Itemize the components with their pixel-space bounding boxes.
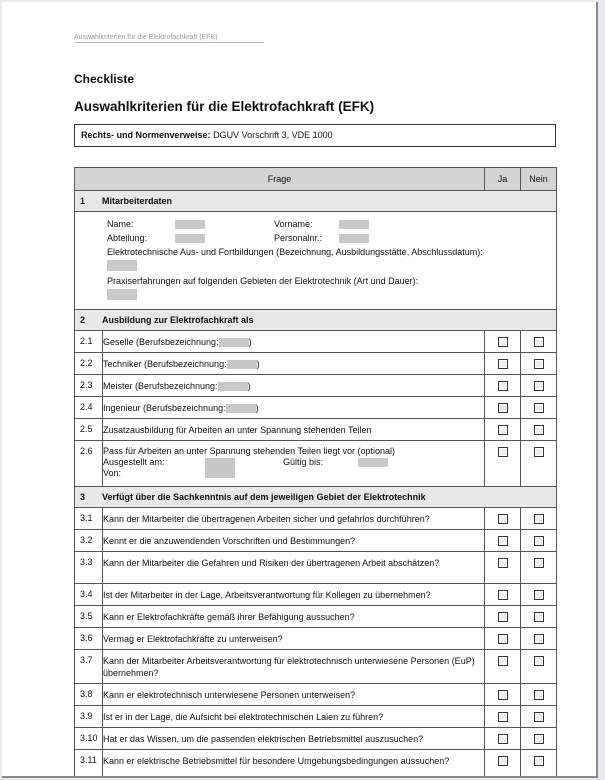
section-2-header bbox=[75, 310, 557, 331]
no-checkbox[interactable] bbox=[534, 514, 544, 524]
item-number: 3.3 bbox=[75, 552, 103, 584]
document-title: Auswahlkriterien für die Elektrofachkraft (EFK) bbox=[74, 99, 375, 114]
item-text: Kann der Mitarbeiter die Gefahren und Risiken der übertragenen Arbeit abschätzen? bbox=[103, 552, 485, 584]
item-number: 2.5 bbox=[75, 419, 103, 441]
berufsbezeichnung-field[interactable] bbox=[219, 338, 249, 347]
section-number: 2 bbox=[80, 315, 86, 325]
item-text: Kann er elektrische Betriebsmittel für besondere Umgebungsbedingungen aussuchen? bbox=[103, 750, 485, 779]
item-text: Ist er in der Lage, die Aufsicht bei elektrotechnischen Laien zu führen? bbox=[103, 706, 485, 728]
item-number: 3.6 bbox=[75, 628, 103, 650]
item-text: Pass für Arbeiten an unter Spannung stehenden Teilen liegt vor (optional) bbox=[103, 446, 396, 456]
no-checkbox[interactable] bbox=[534, 558, 544, 568]
reference-value: DGUV Vorschrift 3, VDE 1000 bbox=[213, 130, 333, 140]
item-text: Kennt er die anzuwendenden Vorschriften und Bestimmungen? bbox=[103, 530, 485, 552]
item-number: 3.1 bbox=[75, 508, 103, 530]
yes-checkbox[interactable] bbox=[498, 734, 508, 744]
table-row bbox=[75, 353, 557, 375]
no-checkbox[interactable] bbox=[534, 425, 544, 435]
item-number: 3.8 bbox=[75, 684, 103, 706]
table-row bbox=[75, 650, 557, 684]
item-number: 2.2 bbox=[75, 353, 103, 375]
checklist-table bbox=[74, 167, 557, 778]
berufsbezeichnung-field[interactable] bbox=[218, 382, 248, 391]
section-3-header bbox=[75, 487, 557, 508]
table-header-row bbox=[75, 168, 557, 191]
item-close: ) bbox=[247, 381, 251, 391]
table-row bbox=[75, 331, 557, 353]
table-row bbox=[75, 375, 557, 397]
yes-checkbox[interactable] bbox=[498, 756, 508, 766]
item-number: 2.6 bbox=[75, 441, 103, 487]
item-close: ) bbox=[255, 403, 259, 413]
table-row bbox=[75, 728, 557, 750]
item-text: Geselle (Berufsbezeichnung: bbox=[103, 337, 219, 347]
no-checkbox[interactable] bbox=[534, 403, 544, 413]
table-row bbox=[75, 706, 557, 728]
vorname-label: Vorname: bbox=[274, 219, 313, 229]
section-1-header bbox=[75, 191, 557, 212]
abteilung-label: Abteilung: bbox=[107, 233, 148, 243]
header-question: Frage bbox=[75, 168, 485, 191]
yes-checkbox[interactable] bbox=[498, 359, 508, 369]
yes-checkbox[interactable] bbox=[498, 634, 508, 644]
section-number: 3 bbox=[80, 492, 86, 502]
document-page bbox=[2, 2, 598, 778]
section-title: Ausbildung zur Elektrofachkraft als bbox=[102, 315, 254, 325]
item-number: 2.4 bbox=[75, 397, 103, 419]
item-close: ) bbox=[256, 359, 260, 369]
item-text: Vermag er Elektrofachkräfte zu unterweisen? bbox=[103, 628, 485, 650]
item-number: 2.3 bbox=[75, 375, 103, 397]
no-checkbox[interactable] bbox=[534, 337, 544, 347]
item-text: Kann er Elektrofachkräfte gemäß ihrer Befähigung aussuchen? bbox=[103, 606, 485, 628]
section-number: 1 bbox=[80, 196, 86, 206]
no-checkbox[interactable] bbox=[534, 690, 544, 700]
name-label: Name: bbox=[107, 219, 134, 229]
yes-checkbox[interactable] bbox=[498, 381, 508, 391]
item-text: Kann der Mitarbeiter Arbeitsverantwortung für elektrotechnisch unterwiesene Personen (EuP) übernehmen? bbox=[103, 650, 485, 684]
item-number: 3.4 bbox=[75, 584, 103, 606]
reference-label: Rechts- und Normenverweise: bbox=[81, 130, 211, 140]
yes-checkbox[interactable] bbox=[498, 558, 508, 568]
no-checkbox[interactable] bbox=[534, 590, 544, 600]
item-text: Kann der Mitarbeiter die übertragenen Arbeiten sicher und gefahrlos durchführen? bbox=[103, 508, 485, 530]
no-checkbox[interactable] bbox=[534, 712, 544, 722]
item-number: 3.7 bbox=[75, 650, 103, 684]
valid-date-field[interactable] bbox=[358, 458, 388, 467]
table-row bbox=[75, 684, 557, 706]
table-row bbox=[75, 441, 557, 487]
table-row bbox=[75, 530, 557, 552]
item-text: Meister (Berufsbezeichnung: bbox=[103, 381, 218, 391]
no-checkbox[interactable] bbox=[534, 756, 544, 766]
yes-checkbox[interactable] bbox=[498, 425, 508, 435]
table-row bbox=[75, 508, 557, 530]
from-label: Von: bbox=[103, 468, 122, 478]
yes-checkbox[interactable] bbox=[498, 690, 508, 700]
table-row bbox=[75, 606, 557, 628]
section-title: Mitarbeiterdaten bbox=[102, 196, 173, 206]
yes-checkbox[interactable] bbox=[498, 656, 508, 666]
ausbildung-label: Elektrotechnische Aus- und Fortbildungen (Bezeichnung, Ausbildungsstätte, Abschlussdatum): bbox=[107, 247, 483, 257]
no-checkbox[interactable] bbox=[534, 447, 544, 457]
no-checkbox[interactable] bbox=[534, 381, 544, 391]
item-text: Hat er das Wissen, um die passenden elektrischen Betriebsmittel auszusuchen? bbox=[103, 728, 485, 750]
no-checkbox[interactable] bbox=[534, 612, 544, 622]
vorname-field[interactable] bbox=[339, 220, 369, 229]
running-header: Auswahlkriterien für die Elektrofachkraft (EFK) bbox=[74, 34, 264, 43]
yes-checkbox[interactable] bbox=[498, 447, 508, 457]
table-row bbox=[75, 397, 557, 419]
table-row bbox=[75, 552, 557, 584]
item-text: Ist der Mitarbeiter in der Lage, Arbeitsverantwortung für Kollegen zu übernehmen? bbox=[103, 584, 485, 606]
name-field[interactable] bbox=[175, 220, 205, 229]
item-text: Zusatzausbildung für Arbeiten an unter Spannung stehenden Teilen bbox=[103, 419, 485, 441]
berufsbezeichnung-field[interactable] bbox=[226, 404, 256, 413]
valid-label: Gültig bis: bbox=[283, 457, 324, 467]
no-checkbox[interactable] bbox=[534, 734, 544, 744]
no-checkbox[interactable] bbox=[534, 536, 544, 546]
issued-label: Ausgestellt am: bbox=[103, 457, 165, 467]
item-number: 3.9 bbox=[75, 706, 103, 728]
document-type: Checkliste bbox=[74, 72, 135, 86]
table-row bbox=[75, 750, 557, 779]
reference-box bbox=[74, 124, 556, 147]
ausbildung-field[interactable] bbox=[107, 260, 137, 271]
personalnr-field[interactable] bbox=[339, 234, 369, 243]
no-checkbox[interactable] bbox=[534, 634, 544, 644]
item-number: 3.11 bbox=[75, 750, 103, 779]
table-row bbox=[75, 628, 557, 650]
yes-checkbox[interactable] bbox=[498, 514, 508, 524]
yes-checkbox[interactable] bbox=[498, 536, 508, 546]
item-number: 3.2 bbox=[75, 530, 103, 552]
yes-checkbox[interactable] bbox=[498, 337, 508, 347]
item-close: ) bbox=[248, 337, 252, 347]
item-text: Techniker (Berufsbezeichnung: bbox=[103, 359, 227, 369]
table-row bbox=[75, 584, 557, 606]
no-checkbox[interactable] bbox=[534, 656, 544, 666]
praxis-label: Praxiserfahrungen auf folgenden Gebieten der Elektrotechnik (Art und Dauer): bbox=[107, 276, 419, 286]
personalnr-label: Personalnr.: bbox=[274, 233, 323, 243]
berufsbezeichnung-field[interactable] bbox=[227, 360, 257, 369]
yes-checkbox[interactable] bbox=[498, 590, 508, 600]
table-row bbox=[75, 419, 557, 441]
item-number: 2.1 bbox=[75, 331, 103, 353]
item-number: 3.5 bbox=[75, 606, 103, 628]
yes-checkbox[interactable] bbox=[498, 712, 508, 722]
item-text: Ingenieur (Berufsbezeichnung: bbox=[103, 403, 226, 413]
section-title: Verfügt über die Sachkenntnis auf dem jeweiligen Gebiet der Elektrotechnik bbox=[102, 492, 426, 502]
abteilung-field[interactable] bbox=[175, 234, 205, 243]
item-text: Kann er elektrotechnisch unterwiesene Personen unterweisen? bbox=[103, 684, 485, 706]
praxis-field[interactable] bbox=[107, 289, 137, 300]
no-checkbox[interactable] bbox=[534, 359, 544, 369]
header-yes: Ja bbox=[485, 168, 521, 191]
section-1-info bbox=[75, 212, 557, 310]
header-no: Nein bbox=[521, 168, 557, 191]
item-number: 3.10 bbox=[75, 728, 103, 750]
yes-checkbox[interactable] bbox=[498, 403, 508, 413]
yes-checkbox[interactable] bbox=[498, 612, 508, 622]
